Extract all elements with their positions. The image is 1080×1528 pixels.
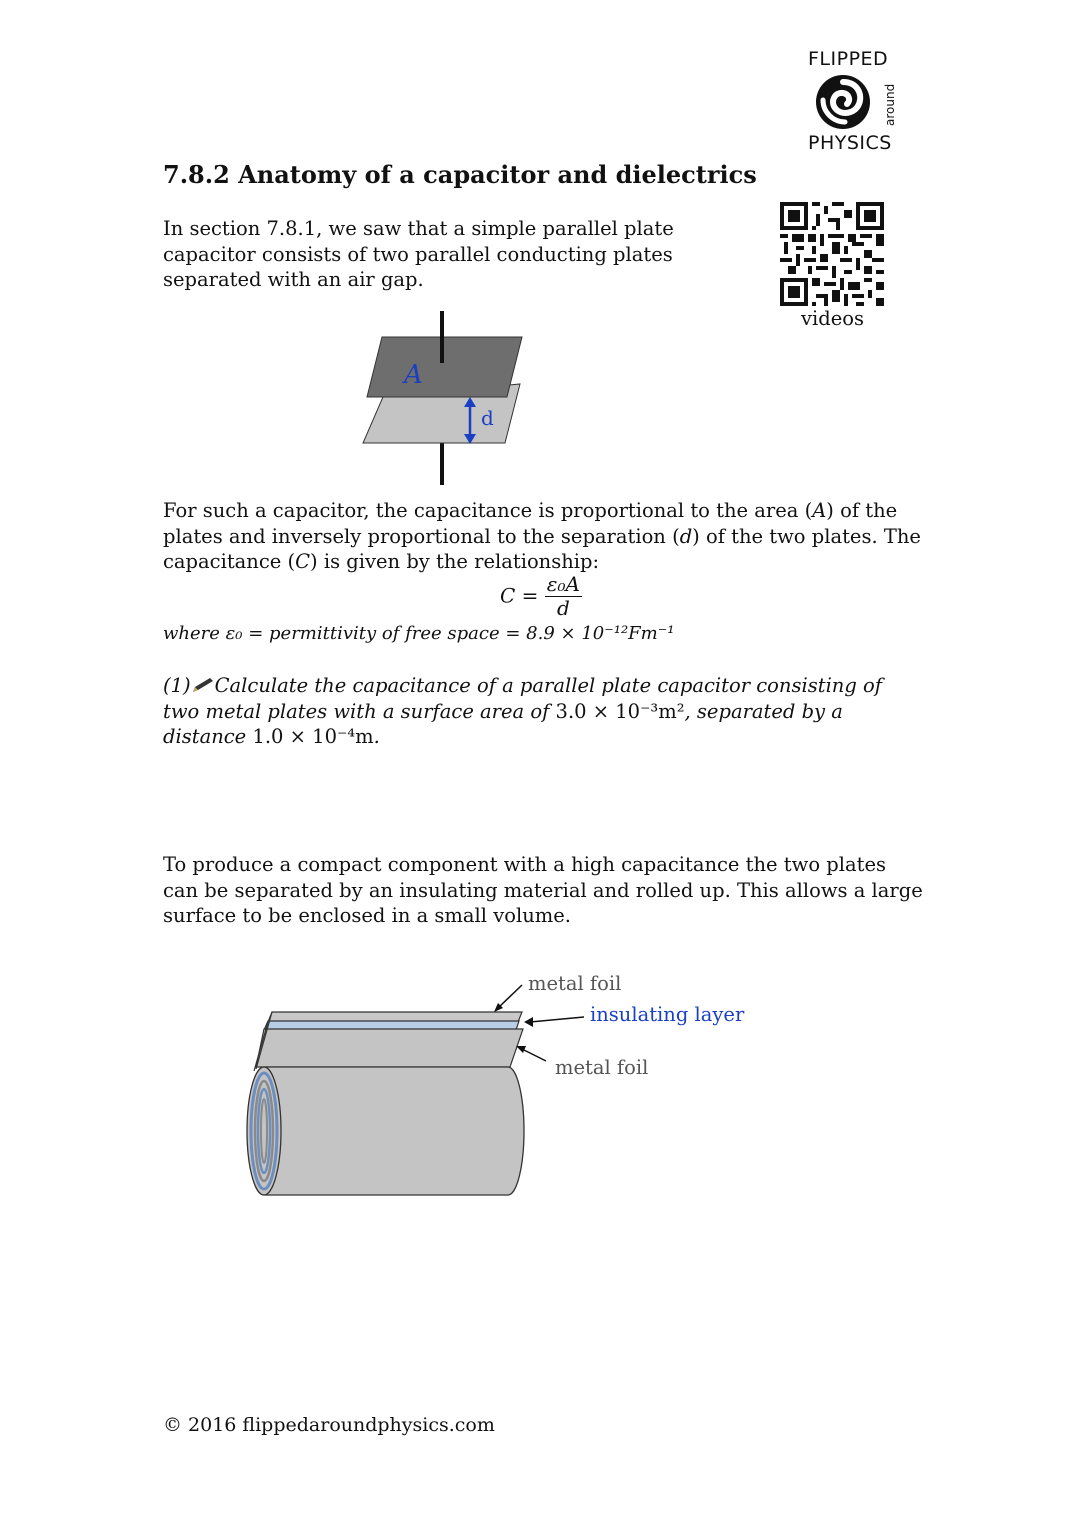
question-number: (1) (163, 674, 191, 697)
intro-paragraph: In section 7.8.1, we saw that a simple parallel plate capacitor consists of two parallel conducting plates separated with an air gap. (163, 217, 674, 291)
relationship-paragraph: For such a capacitor, the capacitance is proportional to the area (A) of the plates and inversely proportional to the separation (d) of the two plates. The capacitance (C) is given by the relationship: (163, 499, 921, 573)
metal-foil-label-top: metal foil (528, 972, 622, 995)
equation-fraction (545, 572, 582, 619)
qr-label: videos (801, 307, 865, 330)
bottom-metal-foil (256, 1029, 523, 1067)
capacitance-equation (500, 572, 582, 619)
pencil-icon (191, 677, 215, 693)
rolled-capacitor-paragraph: To produce a compact component with a high capacitance the two plates can be separated by an insulating material and rolled up. This allows a large surface to be enclosed in a small volume. (163, 853, 923, 927)
logo-side-text: around (883, 83, 897, 126)
logo (805, 48, 901, 158)
question-1: (1) Calculate the capacitance of a parallel plate capacitor consisting of two metal plates with a surface area of 3.0 × 10⁻³m², separated by a distance 1.0 × 10⁻⁴m. (163, 674, 883, 748)
parallel-plate-diagram (355, 305, 540, 490)
footer-copyright: © 2016 flippedaroundphysics.com (163, 1414, 495, 1436)
logo-bottom-text: PHYSICS (808, 132, 892, 154)
equation-denominator: d (556, 596, 570, 620)
area-label: A (404, 360, 423, 390)
section-title: 7.8.2 Anatomy of a capacitor and dielectrics (163, 160, 757, 189)
qr-code-icon[interactable] (780, 202, 884, 306)
logo-top-text: FLIPPED (808, 48, 889, 70)
metal-foil-label-bottom: metal foil (555, 1056, 649, 1079)
equation-numerator: ε₀A (546, 572, 580, 596)
logo-swirl-icon (809, 72, 879, 132)
equation-lhs: C = (500, 583, 539, 608)
top-plate (367, 337, 522, 397)
distance-label: d (481, 406, 494, 430)
capacitor-roll-body (264, 1067, 524, 1195)
insulating-layer-label: insulating layer (590, 1003, 745, 1026)
permittivity-definition: where ε₀ = permittivity of free space = 8.9 × 10⁻¹²Fm⁻¹ (163, 623, 675, 644)
